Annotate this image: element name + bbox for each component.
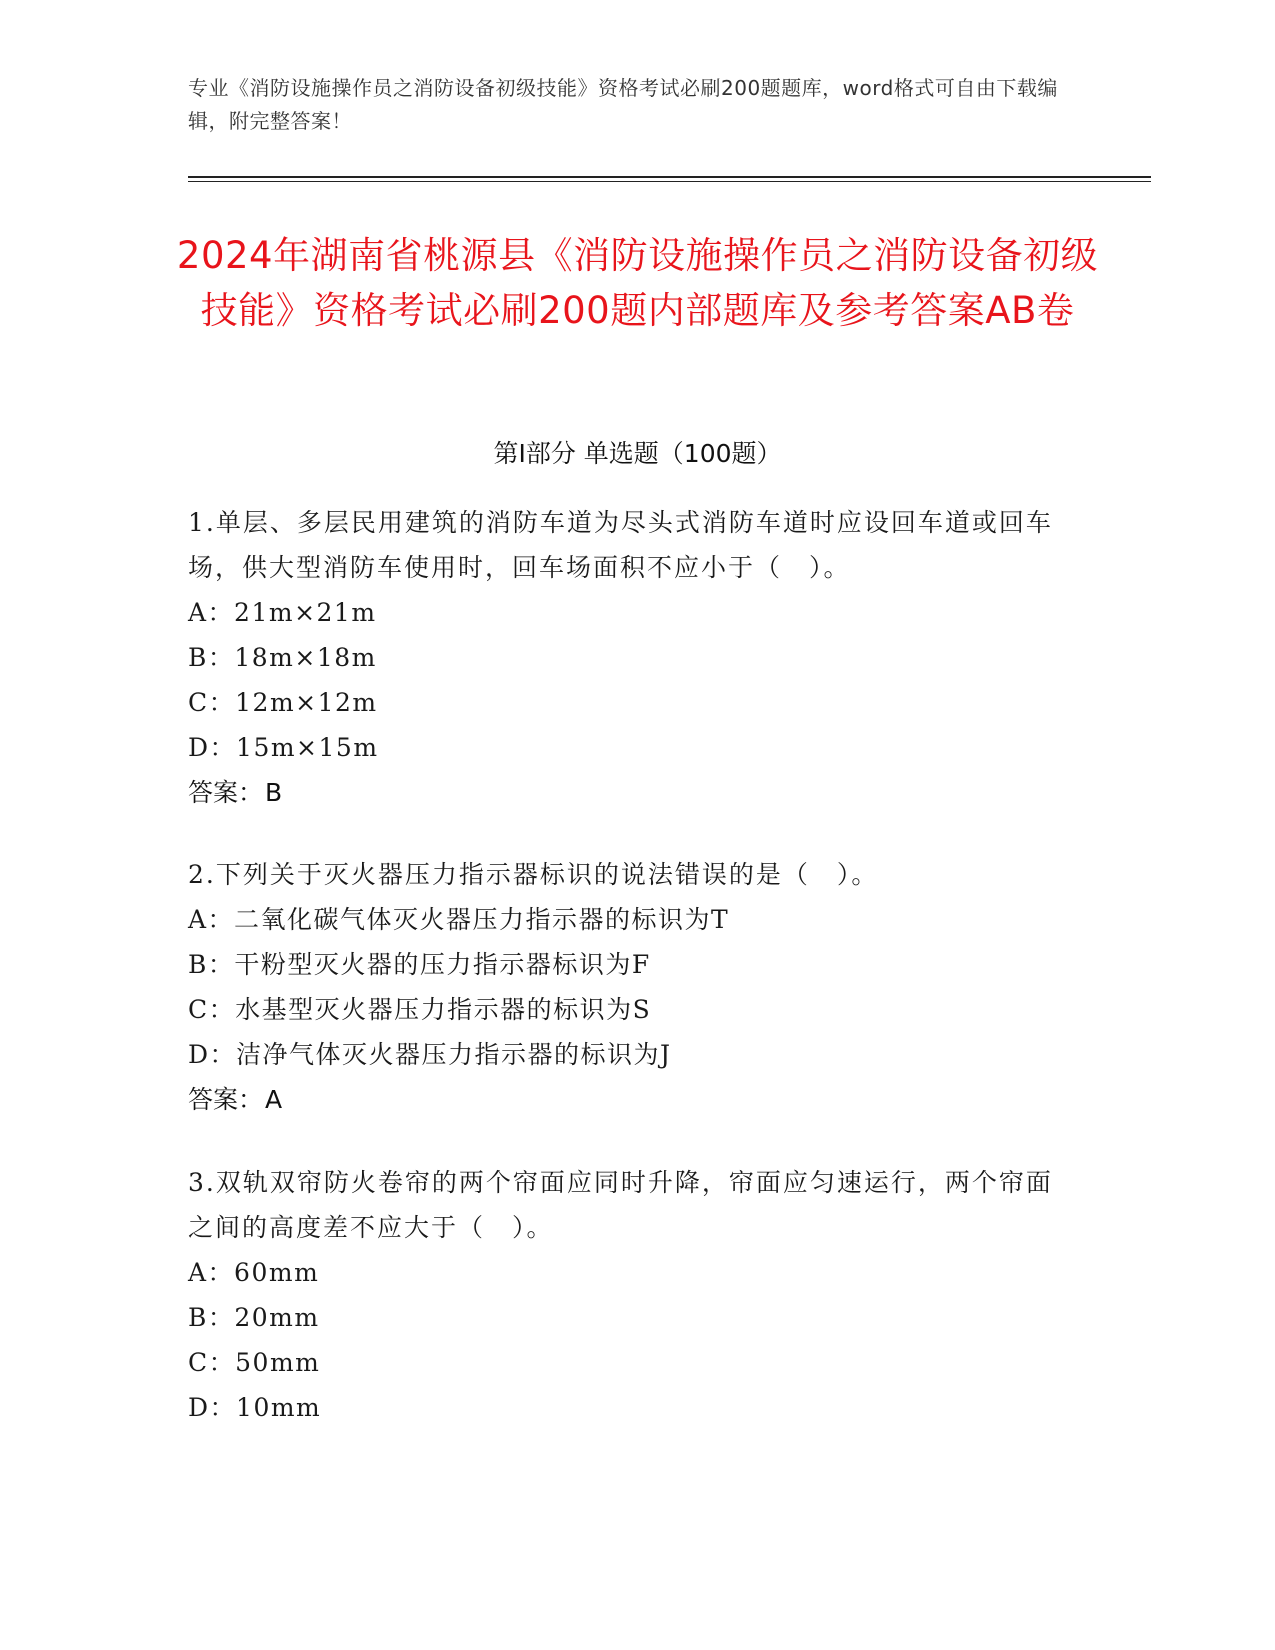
header-rule-thick xyxy=(188,176,1151,178)
question-stem: 3.双轨双帘防火卷帘的两个帘面应同时升降，帘面应匀速运行，两个帘面之间的高度差不应大于（ ）。 xyxy=(188,1168,1053,1242)
option-a: A：21m×21m xyxy=(188,598,377,627)
option-c: C：12m×12m xyxy=(188,688,378,717)
option-c: C：水基型灭火器压力指示器的标识为S xyxy=(188,995,652,1024)
option-a: A：60mm xyxy=(188,1258,320,1287)
option-b: B：18m×18m xyxy=(188,643,377,672)
answer-label: 答案： xyxy=(188,1085,264,1114)
question-stem: 1.单层、多层民用建筑的消防车道为尽头式消防车道时应设回车道或回车场，供大型消防车使用时，回车场面积不应小于（ ）。 xyxy=(188,508,1053,582)
answer-line xyxy=(188,770,1068,815)
option-d: D：15m×15m xyxy=(188,733,379,762)
question-3 xyxy=(188,1160,1068,1430)
question-1 xyxy=(188,500,1068,815)
answer-line xyxy=(188,1077,1068,1122)
header-rule-thin xyxy=(188,181,1151,182)
answer-label: 答案： xyxy=(188,778,264,807)
option-a: A：二氧化碳气体灭火器压力指示器的标识为T xyxy=(188,905,730,934)
section-title: 第I部分 单选题（100题） xyxy=(493,439,782,468)
option-d: D：洁净气体灭火器压力指示器的标识为J xyxy=(188,1040,672,1069)
answer-value: B xyxy=(265,778,283,807)
option-c: C：50mm xyxy=(188,1348,321,1377)
question-stem: 2.下列关于灭火器压力指示器标识的说法错误的是（ ）。 xyxy=(188,860,879,889)
option-b: B：20mm xyxy=(188,1303,320,1332)
question-2 xyxy=(188,852,1068,1122)
option-b: B：干粉型灭火器的压力指示器标识为F xyxy=(188,950,651,979)
answer-value: A xyxy=(265,1085,283,1114)
header-note: 专业《消防设施操作员之消防设备初级技能》资格考试必刷200题题库，word格式可自由下载编辑，附完整答案！ xyxy=(188,76,1058,133)
document-title: 2024年湖南省桃源县《消防设施操作员之消防设备初级技能》资格考试必刷200题内部题库及参考答案AB卷 xyxy=(176,234,1099,332)
option-d: D：10mm xyxy=(188,1393,322,1422)
